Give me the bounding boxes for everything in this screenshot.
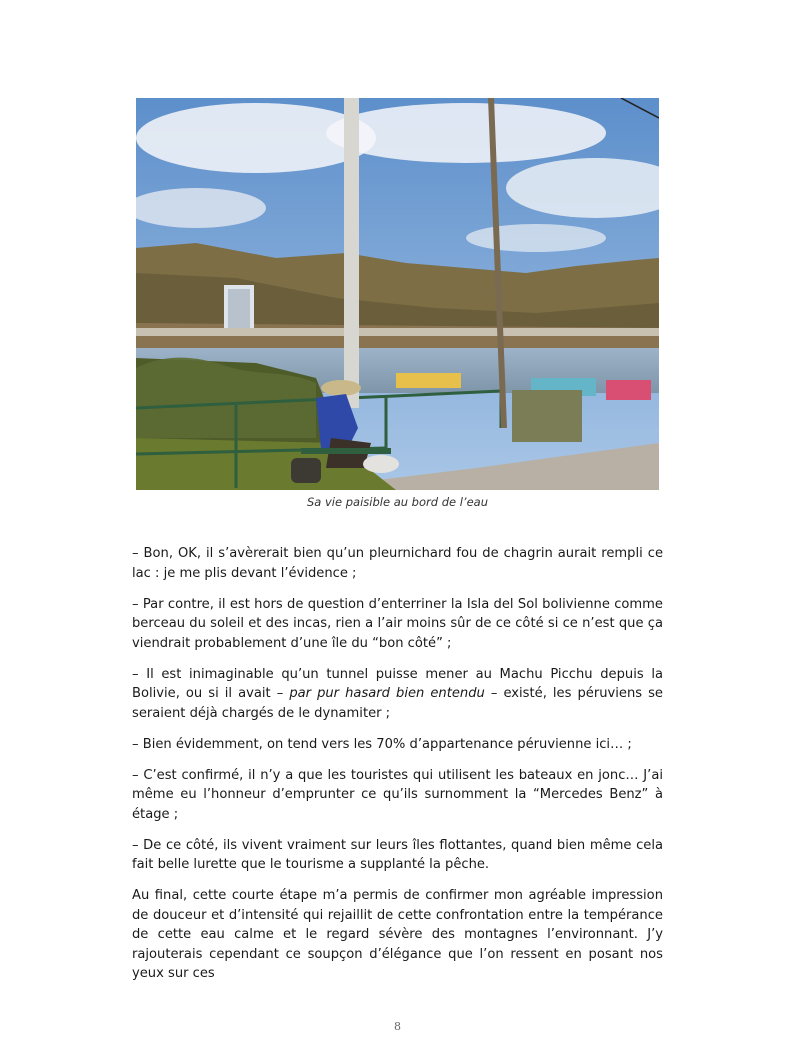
paragraph: – Par contre, il est hors de question d’enterriner la Isla del Sol bolivienne comme berceau du soleil et des incas, rien a l’air moins sûr de ce côté si ce n’est que ça viendrait probablement d’une île du “bon côté” ; (132, 596, 663, 651)
paragraph (132, 665, 663, 724)
figure-caption: Sa vie paisible au bord de l’eau (307, 495, 488, 509)
page-number: 8 (394, 1020, 401, 1033)
italic-phrase: par pur hasard bien entendu (289, 686, 485, 701)
lake-photo (136, 98, 659, 490)
paragraph-text: – existé, les péruviens se seraient déjà chargés de le dynamiter ; (132, 686, 663, 721)
paragraph: Au final, cette courte étape m’a permis de confirmer mon agréable impression de douceur et d’intensité qui rejaillit de cette confrontation entre la tempérance de cette eau calme et le regard sévère des montagnes l’environnant. J’y rajouterais cependant ce soupçon d’élégance que l’on ressent en posant nos yeux sur ces (132, 888, 663, 981)
paragraph: – Bien évidemment, on tend vers les 70% d’appartenance péruvienne ici… ; (132, 736, 632, 752)
body-text (132, 544, 663, 995)
paragraph: – Bon, OK, il s’avèrerait bien qu’un pleurnichard fou de chagrin aurait rempli ce lac : je me plis devant l’évidence ; (132, 546, 663, 581)
paragraph: – De ce côté, ils vivent vraiment sur leurs îles flottantes, quand bien même cela fait belle lurette que le tourisme a supplanté la pêche. (132, 837, 663, 872)
paragraph-text: – Il est inimaginable qu’un tunnel puisse mener au Machu Picchu depuis la Bolivie, ou si il avait – (132, 666, 663, 701)
paragraph: – C’est confirmé, il n’y a que les touristes qui utilisent les bateaux en jonc… J’ai même eu l’honneur d’emprunter ce qu’ils surnomment la “Mercedes Benz” à étage ; (132, 767, 663, 822)
